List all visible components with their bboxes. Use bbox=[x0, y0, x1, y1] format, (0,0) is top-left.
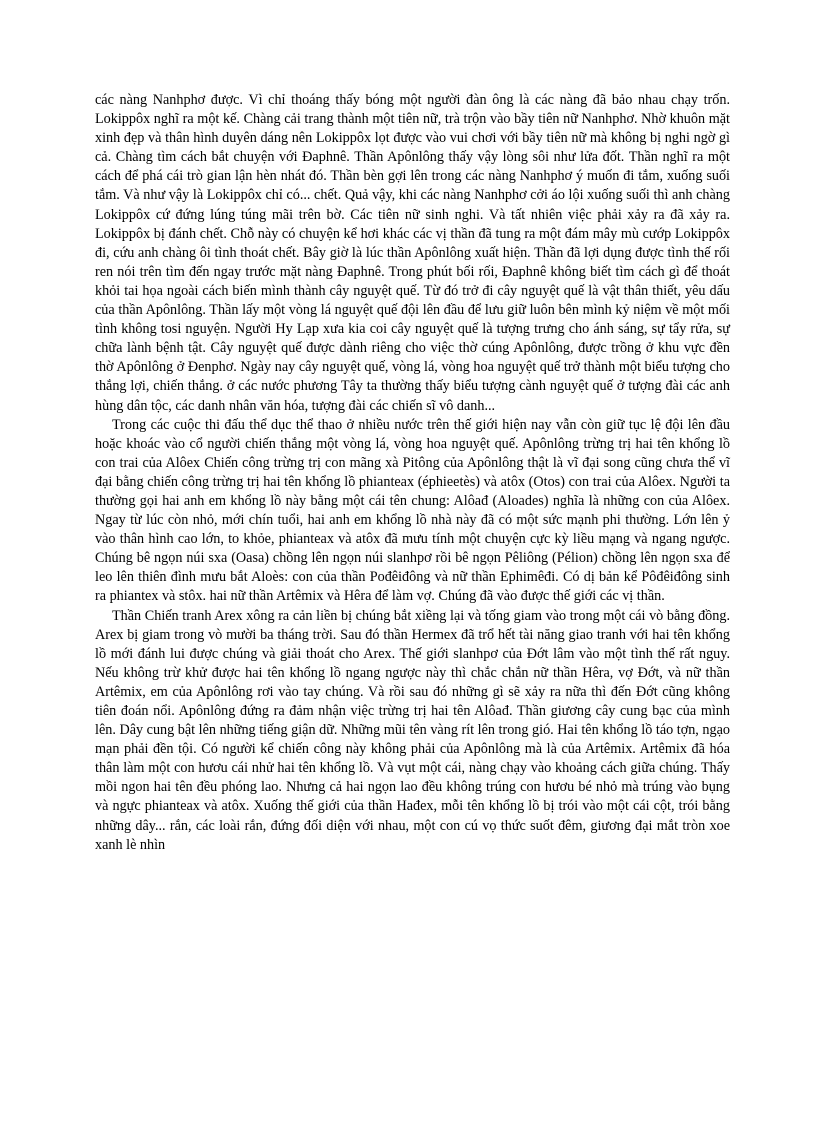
paragraph-arex-rescue: Thần Chiến tranh Arex xông ra cản liền bị chúng bắt xiềng lại và tống giam vào trong một cái vò bằng đồng. Arex bị giam trong vò mười ba tháng trời. Sau đó thần Hermex đã trổ hết tài năng giao tranh với hai tên khổng lồ mới đánh lui được chúng và giải thoát cho Arex. Thế giới slanhpơ của Đớt lâm vào một tình thế rất nguy. Nếu không trừ khử được hai tên khổng lồ ngang ngược này thì chắc chắn nữ thần Hêra, vợ Đớt, và nữ thần Artêmix, em của Apônlông rơi vào tay chúng. Và rồi sau đó những gì sẽ xảy ra nữa thì đến Đớt cũng không tiên đoán nổi. Apônlông đứng ra đảm nhận việc trừng trị hai tên Alôađ. Thần giương cây cung bạc của mình lên. Dây cung bật lên những tiếng giận dữ. Những mũi tên vàng rít lên trong gió. Hai tên khổng lồ táo tợn, ngạo mạn phải đền tội. Có người kể chiến công này không phải của Apônlông mà là của Artêmix. Artêmix đã hóa thân làm một con hươu cái nhử hai tên khổng lồ. Và vụt một cái, nàng chạy vào khoảng cách giữa chúng. Thấy mồi ngon hai tên đều phóng lao. Nhưng cả hai ngọn lao đều không trúng con hươu bé nhỏ mà trúng vào bụng và ngực phianteax và atôx. Xuống thế giới của thần Hađex, mỗi tên khổng lồ bị trói vào một cái cột, trói bằng những dây... rắn, các loài rắn, đứng đối diện với nhau, một con cú vọ thức suốt đêm, giương đại mắt tròn xoe xanh lè nhìn bbox=[95, 607, 730, 853]
body-text bbox=[95, 91, 730, 855]
paragraph-aloades-giants: Trong các cuộc thi đấu thể dục thể thao ở nhiều nước trên thế giới hiện nay vẫn còn giữ tục lệ đội lên đầu hoặc khoác vào cổ người chiến thắng một vòng lá, vòng hoa nguyệt quế. Apônlông trừng trị hai tên khổng lồ con trai của Alôex Chiến công trừng trị con mãng xà Pitông của Apônlông thật là vĩ đại song cũng chưa thể vĩ đại bằng chiến công trừng trị hai tên khổng lồ phianteax (éphieetès) và atôx (Otos) con trai của Alôex. Người ta thường gọi hai anh em khổng lồ này bằng một cái tên chung: Alôađ (Aloades) nghĩa là những con của Alôex. Ngay từ lúc còn nhỏ, mới chín tuổi, hai anh em khổng lồ nhà này đã có một sức mạnh phi thường. Lớn lên ỷ vào thân hình cao lớn, to khỏe, phianteax và atôx đã mưu tính một chuyện cực kỳ liều mạng và ngang ngược. Chúng bê ngọn núi sxa (Oasa) chồng lên ngọn núi slanhpơ rồi bê ngọn Pêliông (Pélion) chồng lên ngọn sxa để leo lên thiên đình mưu bắt Aloès: con của thần Pođêiđông và nữ thần Ephimêđi. Có dị bản kể Pôđêiđông sinh ra phiantex và stôx. hai nữ thần Artêmix và Hêra để làm vợ. Chúng đã vào được thế giới các vị thần. bbox=[95, 416, 730, 605]
paragraph-lokippox-daphne: các nàng Nanhphơ được. Vì chỉ thoáng thấy bóng một người đàn ông là các nàng đã bảo nhau chạy trốn. Lokippôx nghĩ ra một kế. Chàng cải trang thành một tiên nữ, trà trộn vào bầy tiên nữ Nanhphơ. Nhờ khuôn mặt xinh đẹp và thân hình duyên dáng nên Lokippôx lọt được vào vui chơi với bầy tiên nữ mà không bị nghi ngờ gì cả. Chàng tìm cách bắt chuyện với Đaphnê. Thần Apônlông thấy vậy lòng sôi như lửa đốt. Thần nghĩ ra một cách để phá cái trò gian lận hèn nhát đó. Thần bèn gợi lên trong các nàng Nanhphơ ý muốn đi tắm, xuống suối tắm. Và như vậy là Lokippôx chỉ có... chết. Quả vậy, khi các nàng Nanhphơ cởi áo lội xuống suối thì anh chàng Lokippôx cứ đứng lúng túng mãi trên bờ. Các tiên nữ sinh nghi. Và tất nhiên việc phải xảy ra đã xảy ra. Lokippôx bị đánh chết. Chỗ này có chuyện kể hơi khác các vị thần đã tung ra một đám mây mù cướp Lokippôx đi, cứu anh chàng ôi tình thoát chết. Bây giờ là lúc thần Apônlông xuất hiện. Thần đã lợi dụng được tình thế rối ren nói trên tìm đến ngay trước mặt nàng Đaphnê. Trong phút bối rối, Đaphnê không biết tìm cách gì để thoát khỏi tai họa ngoài cách biến mình thành cây nguyệt quế. Từ đó trở đi cây nguyệt quế là vật thân thiết, yêu dấu của thần Apônlông. Thần lấy một vòng lá nguyệt quế đội lên đầu để lưu giữ luôn bên mình kỷ niệm về một mối tình không tosi nguyện. Người Hy Lạp xưa kia coi cây nguyệt quế là tượng trưng cho ánh sáng, sự tẩy rửa, sự chữa lành bệnh tật. Cây nguyệt quế được dành riêng cho việc thờ cúng Apônlông, được trồng ở khu vực đền thờ Apônlông ở Đenphơ. Ngày nay cây nguyệt quế, vòng lá, vòng hoa nguyệt quế trở thành một biểu tượng cho thắng lợi, chiến thắng. ở các nước phương Tây ta thường thấy biểu tượng cành nguyệt quế ở tượng đài các anh hùng dân tộc, các danh nhân văn hóa, tượng đài các chiến sĩ vô danh... bbox=[95, 92, 730, 414]
